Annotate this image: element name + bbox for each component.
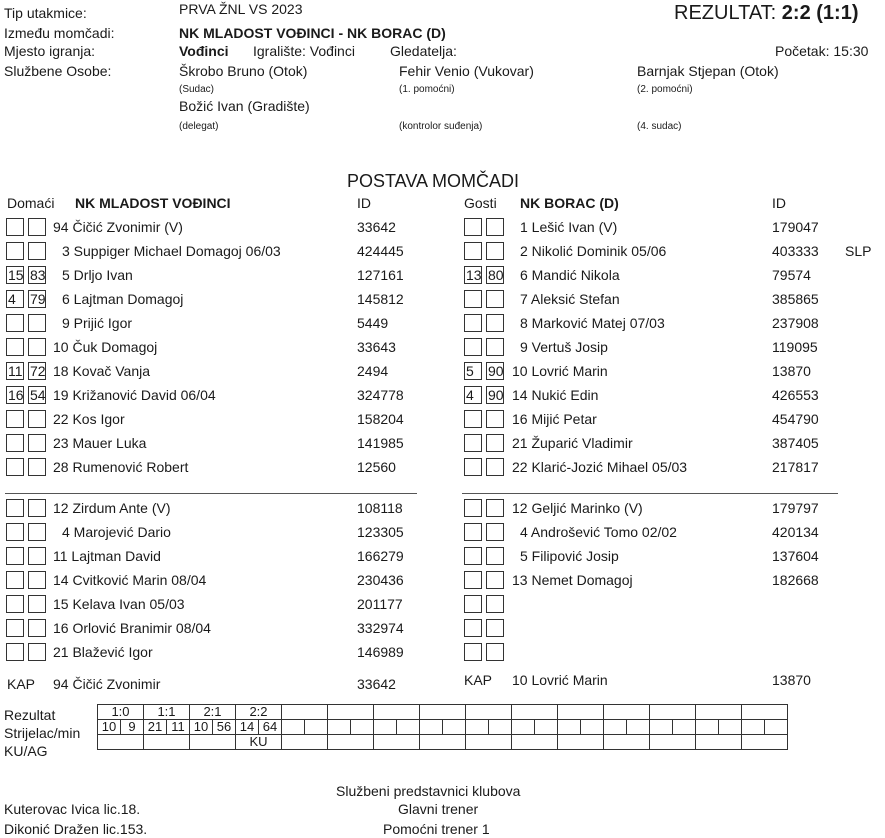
scorer-row-cell: 21	[144, 720, 167, 735]
home-sub-id: 230436	[357, 572, 404, 588]
kuag-row-cell	[696, 735, 742, 750]
scorer-row-cell	[765, 720, 788, 735]
home-player-name: 9 Prijić Igor	[62, 315, 133, 331]
official-role: (2. pomoćni)	[637, 84, 693, 95]
kuag-row-cell	[650, 735, 696, 750]
home-sub-name: 15 Kelava Ivan 05/03	[53, 596, 185, 612]
home-kap-label: KAP	[7, 676, 36, 692]
home-player-name: 5 Drljo Ivan	[62, 267, 133, 283]
home-player-id: 5449	[357, 315, 389, 331]
official-role: (4. sudac)	[637, 121, 682, 132]
away-sub-box-in	[464, 643, 482, 661]
away-sub-box-in	[464, 571, 482, 589]
home-sub-name: 12 Zirdum Ante (V)	[53, 500, 171, 516]
away-player-name: 14 Nukić Edin	[512, 387, 599, 403]
away-sub-id: 182668	[772, 572, 819, 588]
away-sub-box-in	[464, 547, 482, 565]
glavni-trener-label: Glavni trener	[398, 801, 479, 817]
away-sub-name: 5 Filipović Josip	[520, 548, 619, 564]
scorer-row-cell	[443, 720, 466, 735]
home-sub-name: 16 Orlović Branimir 08/04	[53, 620, 211, 636]
away-minute-box-out	[486, 458, 504, 476]
home-subs-divider	[5, 493, 417, 494]
kuag-row	[98, 735, 788, 750]
kuag-row-label: KU/AG	[4, 743, 48, 759]
away-player-id: 403333	[772, 243, 819, 259]
mjesto-value: Vođinci	[179, 43, 229, 59]
away-sub-box-out	[486, 595, 504, 613]
home-player-name: 18 Kovač Vanja	[53, 363, 151, 379]
away-kap-name: 10 Lovrić Marin	[512, 672, 608, 688]
away-sub-box-in	[464, 619, 482, 637]
home-player-id: 2494	[357, 363, 389, 379]
scorer-row-cell	[604, 720, 627, 735]
scorer-row-cell	[696, 720, 719, 735]
result-row-cell	[558, 705, 604, 720]
away-minute-box-out	[486, 314, 504, 332]
home-minute-box-out: 72	[30, 363, 46, 379]
away-sub-name: 13 Nemet Domagoj	[512, 572, 633, 588]
scorer-row	[98, 720, 788, 735]
scorer-row-cell: 64	[259, 720, 282, 735]
away-minute-box-out: 90	[488, 363, 504, 379]
kuag-row-cell	[144, 735, 190, 750]
away-sub-id: 137604	[772, 548, 819, 564]
home-player-id: 158204	[357, 411, 404, 427]
away-minute-box-in	[464, 410, 482, 428]
home-minute-box-out	[28, 242, 46, 260]
official-name: Škrobo Bruno (Otok)	[179, 63, 308, 79]
away-team-name: NK BORAC (D)	[520, 195, 619, 211]
away-sub-box-out	[486, 643, 504, 661]
home-player-id: 324778	[357, 387, 404, 403]
away-kap-id: 13870	[772, 672, 811, 688]
home-sub-name: 11 Lajtman David	[53, 548, 161, 564]
home-minute-box-out	[28, 458, 46, 476]
home-minute-box-out	[28, 434, 46, 452]
away-player-id: 237908	[772, 315, 819, 331]
away-minute-box-in: 5	[464, 362, 482, 380]
away-minute-box-out: 90	[488, 387, 504, 403]
official-role: (Sudac)	[179, 84, 215, 95]
home-sub-id: 166279	[357, 548, 404, 564]
away-minute-box-out	[486, 290, 504, 308]
home-player-id: 127161	[357, 267, 404, 283]
home-sub-id: 108118	[357, 500, 403, 516]
rezultat-value: 2:2 (1:1)	[781, 2, 859, 24]
home-sub-id: 146989	[357, 644, 404, 660]
kuag-row-cell	[282, 735, 328, 750]
home-player-name: 22 Kos Igor	[53, 411, 125, 427]
scorer-row-cell	[627, 720, 650, 735]
home-sub-box-in	[6, 571, 24, 589]
scorer-row-cell	[305, 720, 328, 735]
result-row-cell	[328, 705, 374, 720]
away-minute-box-out	[486, 218, 504, 236]
izmedu-value: NK MLADOST VOĐINCI - NK BORAC (D)	[179, 25, 446, 41]
away-player-name: 7 Aleksić Stefan	[520, 291, 620, 307]
scorer-row-cell	[420, 720, 443, 735]
scorer-row-cell	[673, 720, 696, 735]
home-minute-box-out	[28, 218, 46, 236]
away-player-name: 1 Lešić Ivan (V)	[520, 219, 618, 235]
home-sub-box-in	[6, 523, 24, 541]
away-sub-box-in	[464, 499, 482, 517]
result-row-cell	[466, 705, 512, 720]
away-kap-label: KAP	[464, 672, 493, 688]
pomocni-trener-label: Pomoćni trener 1	[383, 821, 490, 837]
kuag-row-cell	[558, 735, 604, 750]
away-side-label: Gosti	[464, 195, 497, 211]
official-role: (1. pomoćni)	[399, 84, 455, 95]
home-sub-box-in	[6, 499, 24, 517]
home-sub-box-in	[6, 595, 24, 613]
home-player-id: 12560	[357, 459, 396, 475]
home-minute-box-in: 16	[8, 387, 24, 403]
away-sub-id: 179797	[772, 500, 819, 516]
away-minute-box-in	[464, 458, 482, 476]
away-player-id: 387405	[772, 435, 819, 451]
away-minute-box-out	[486, 242, 504, 260]
home-kap-name: 94 Čičić Zvonimir	[53, 676, 161, 692]
official-role: (delegat)	[179, 121, 219, 132]
scorer-row-cell	[650, 720, 673, 735]
home-sub-box-out	[28, 595, 46, 613]
kuag-row-cell	[742, 735, 788, 750]
scorer-row-cell	[719, 720, 742, 735]
igraliste: Igralište: Vođinci	[253, 43, 355, 59]
scorer-row-cell	[535, 720, 558, 735]
away-sub-box-out	[486, 523, 504, 541]
home-player-name: 19 Križanović David 06/04	[53, 387, 216, 403]
gledatelja: Gledatelja:	[390, 43, 457, 59]
away-subs-divider	[462, 493, 838, 494]
mjesto-label: Mjesto igranja:	[4, 43, 96, 59]
home-player-name: 94 Čičić Zvonimir (V)	[53, 219, 183, 235]
official-name: Božić Ivan (Gradište)	[179, 98, 310, 114]
scorer-row-cell: 56	[213, 720, 236, 735]
sluzbene-label: Službene Osobe:	[4, 63, 112, 79]
away-player-id: 217817	[772, 459, 819, 475]
home-player-id: 33642	[357, 219, 396, 235]
home-sub-id: 332974	[357, 620, 404, 636]
home-minute-box-in	[6, 458, 24, 476]
result-row	[98, 705, 788, 720]
home-player-id: 424445	[357, 243, 404, 259]
official-name: Fehir Venio (Vukovar)	[399, 63, 534, 79]
scorer-row-cell	[558, 720, 581, 735]
home-player-name: 28 Rumenović Robert	[53, 459, 189, 475]
away-sub-name: 12 Geljić Marinko (V)	[512, 500, 643, 516]
away-minute-box-out	[486, 434, 504, 452]
scorer-row-cell: 10	[98, 720, 121, 735]
result-row-cell: 2:1	[190, 705, 236, 720]
home-kap-id: 33642	[357, 676, 396, 692]
scorer-row-cell	[351, 720, 374, 735]
away-player-id: 385865	[772, 291, 819, 307]
home-sub-box-out	[28, 523, 46, 541]
result-row-cell	[650, 705, 696, 720]
home-player-id: 33643	[357, 339, 396, 355]
scorer-row-cell	[581, 720, 604, 735]
away-player-name: 21 Župarić Vladimir	[512, 435, 633, 451]
rezultat-row-label: Rezultat	[4, 707, 56, 723]
away-player-name: 6 Mandić Nikola	[520, 267, 620, 283]
home-minute-box-out: 83	[30, 267, 46, 283]
home-sub-box-in	[6, 643, 24, 661]
result-row-cell	[604, 705, 650, 720]
home-assistant: Dikonić Dražen lic.153.	[4, 821, 148, 837]
away-player-name: 8 Marković Matej 07/03	[520, 315, 665, 331]
away-minute-box-in	[464, 242, 482, 260]
away-sub-box-in	[464, 523, 482, 541]
away-sub-box-in	[464, 595, 482, 613]
away-player-id: 426553	[772, 387, 819, 403]
result-row-cell	[742, 705, 788, 720]
home-sub-box-out	[28, 619, 46, 637]
home-minute-box-out	[28, 410, 46, 428]
home-side-label: Domaći	[7, 195, 55, 211]
away-sub-id: 420134	[772, 524, 819, 540]
home-player-name: 10 Čuk Domagoj	[53, 339, 158, 355]
strijelac-row-label: Strijelac/min	[4, 725, 81, 741]
away-minute-box-in	[464, 338, 482, 356]
kuag-row-cell	[190, 735, 236, 750]
result-row-cell	[696, 705, 742, 720]
away-player-id: 13870	[772, 363, 811, 379]
home-minute-box-in	[6, 410, 24, 428]
tip-label: Tip utakmice:	[4, 5, 87, 21]
tip-value: PRVA ŽNL VS 2023	[179, 1, 303, 17]
away-player-id: 454790	[772, 411, 819, 427]
away-player-name: 2 Nikolić Dominik 05/06	[520, 243, 667, 259]
away-minute-box-in	[464, 290, 482, 308]
home-minute-box-in	[6, 242, 24, 260]
scorer-row-cell: 9	[121, 720, 144, 735]
home-sub-name: 21 Blažević Igor	[53, 644, 153, 660]
home-coach: Kuterovac Ivica lic.18.	[4, 801, 141, 817]
home-player-name: 23 Mauer Luka	[53, 435, 147, 451]
home-sub-name: 14 Cvitković Marin 08/04	[53, 572, 207, 588]
scorer-row-cell	[742, 720, 765, 735]
home-minute-box-in: 15	[8, 267, 24, 283]
kuag-row-cell	[420, 735, 466, 750]
home-sub-box-out	[28, 499, 46, 517]
lineup-title: POSTAVA MOMČADI	[347, 171, 520, 191]
away-sub-box-out	[486, 619, 504, 637]
away-sub-box-out	[486, 571, 504, 589]
away-player-name: 16 Mijić Petar	[512, 411, 597, 427]
away-minute-box-out	[486, 410, 504, 428]
home-minute-box-out	[28, 314, 46, 332]
away-sub-box-out	[486, 499, 504, 517]
rezultat-label: REZULTAT:	[674, 2, 777, 24]
pocetak: Početak: 15:30	[775, 43, 869, 59]
home-player-id: 145812	[357, 291, 404, 307]
home-minute-box-in	[6, 338, 24, 356]
izmedu-label: Između momčadi:	[4, 25, 115, 41]
home-minute-box-in: 11	[8, 363, 23, 379]
kuag-row-cell	[512, 735, 558, 750]
scorer-row-cell	[397, 720, 420, 735]
home-sub-box-out	[28, 547, 46, 565]
home-team-name: NK MLADOST VOĐINCI	[75, 195, 231, 211]
home-sub-name: 4 Marojević Dario	[62, 524, 171, 540]
result-row-cell	[374, 705, 420, 720]
away-player-name: 22 Klarić-Jozić Mihael 05/03	[512, 459, 688, 475]
scorer-row-cell	[374, 720, 397, 735]
rezultat	[674, 2, 859, 24]
away-player-id: 79574	[772, 267, 811, 283]
home-sub-box-in	[6, 619, 24, 637]
kuag-row-cell	[374, 735, 420, 750]
home-sub-id: 123305	[357, 524, 404, 540]
scorer-row-cell	[282, 720, 305, 735]
home-id-label: ID	[357, 195, 371, 211]
home-minute-box-in: 4	[6, 290, 24, 308]
home-player-name: 6 Lajtman Domagoj	[62, 291, 184, 307]
home-minute-box-out: 54	[30, 387, 46, 403]
scorer-row-cell	[489, 720, 512, 735]
scorer-row-cell: 11	[167, 720, 190, 735]
kuag-row-cell	[604, 735, 650, 750]
away-minute-box-in	[464, 314, 482, 332]
away-minute-box-in	[464, 434, 482, 452]
kuag-row-cell	[466, 735, 512, 750]
away-player-note: SLP	[845, 243, 872, 259]
result-row-cell: 1:0	[98, 705, 144, 720]
away-minute-box-in: 13	[466, 267, 482, 283]
kuag-row-cell: KU	[236, 735, 282, 750]
result-row-cell	[282, 705, 328, 720]
predstavnici: Službeni predstavnici klubova	[336, 783, 521, 799]
away-minute-box-out: 80	[488, 267, 504, 283]
scorer-row-cell: 10	[190, 720, 213, 735]
home-sub-box-out	[28, 571, 46, 589]
home-sub-box-out	[28, 643, 46, 661]
home-player-name: 3 Suppiger Michael Domagoj 06/03	[62, 243, 281, 259]
away-player-id: 179047	[772, 219, 819, 235]
official-name: Barnjak Stjepan (Otok)	[637, 63, 779, 79]
kuag-row-cell	[98, 735, 144, 750]
away-minute-box-in	[464, 218, 482, 236]
home-minute-box-out	[28, 338, 46, 356]
home-sub-box-in	[6, 547, 24, 565]
away-id-label: ID	[772, 195, 786, 211]
home-sub-id: 201177	[357, 596, 403, 612]
away-sub-box-out	[486, 547, 504, 565]
away-player-name: 10 Lovrić Marin	[512, 363, 608, 379]
result-row-cell: 2:2	[236, 705, 282, 720]
home-minute-box-in	[6, 218, 24, 236]
result-row-cell	[420, 705, 466, 720]
kuag-row-cell	[328, 735, 374, 750]
scorer-row-cell	[328, 720, 351, 735]
home-minute-box-out: 79	[30, 291, 46, 307]
official-role: (kontrolor suđenja)	[399, 121, 483, 132]
scorer-row-cell: 14	[236, 720, 259, 735]
scorer-row-cell	[466, 720, 489, 735]
home-player-id: 141985	[357, 435, 404, 451]
scorer-row-cell	[512, 720, 535, 735]
result-row-cell	[512, 705, 558, 720]
away-sub-name: 4 Androšević Tomo 02/02	[520, 524, 677, 540]
score-table	[97, 704, 788, 750]
home-minute-box-in	[6, 314, 24, 332]
away-minute-box-in: 4	[464, 386, 482, 404]
result-row-cell: 1:1	[144, 705, 190, 720]
away-player-name: 9 Vertuš Josip	[520, 339, 608, 355]
away-player-id: 119095	[772, 339, 818, 355]
home-minute-box-in	[6, 434, 24, 452]
away-minute-box-out	[486, 338, 504, 356]
